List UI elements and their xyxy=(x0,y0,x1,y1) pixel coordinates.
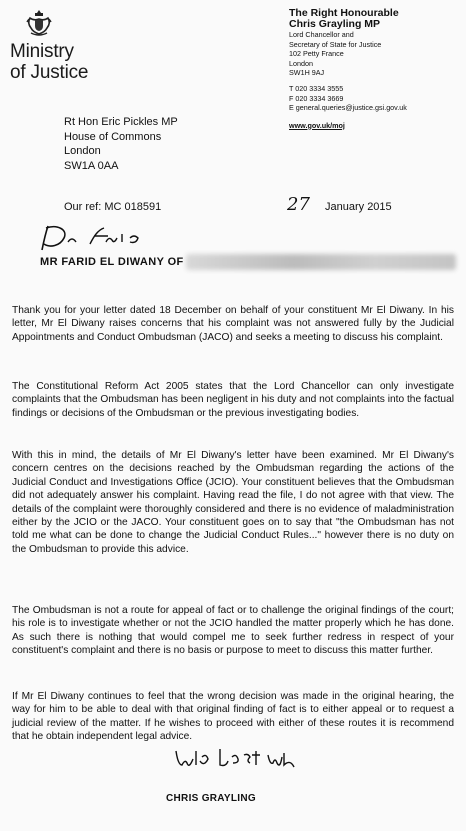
recipient-address xyxy=(64,115,178,173)
recipient-line-3: London xyxy=(64,145,101,157)
signatory-name: CHRIS GRAYLING xyxy=(166,793,256,804)
sender-postcode: SW1H 9AJ xyxy=(289,68,325,78)
logo-of-justice-text: of Justice xyxy=(10,62,89,83)
sender-address-1: 102 Petty France xyxy=(289,49,344,59)
redacted-address xyxy=(186,254,456,270)
handwritten-salutation xyxy=(38,222,148,254)
paragraph-4: The Ombudsman is not a route for appeal of fact or to challenge the original findings of the court; his role is to investigate whether or not the JCIO handled the matter properly which he has done. As such there is nothing that would compel me to seek further redress in respect of your constituent's complaint and there is no basis or purpose to meet to discuss this matter further. xyxy=(12,605,454,657)
paragraph-3: With this in mind, the details of Mr El Diwany's letter have been examined. Mr El Diwany's concern centres on the decisions reached by the Ombudsman regarding the actions of the Judicial Conduct and Investigations Office (JCIO). Your constituent believes that the Ombudsman did not adequately answer his complaint. Having read the file, I do not agree with that view. The details of the complaint were thoroughly considered and there is no evidence of maladministration either by the JCIO or the JACO. Your constituent goes on to say that "the Ombudsman has not told me what can be done to change the Judicial Conduct Rules..." however there is no duty on the Ombudsman to provide this advice. xyxy=(12,450,454,555)
paragraph-2: The Constitutional Reform Act 2005 states that the Lord Chancellor can only investigate complaints that the Ombudsman has been negligent in his duty and not complaints into the factual findings or decisions of the Ombudsman or the previous investigating bodies. xyxy=(12,381,454,419)
addressee-line: MR FARID EL DIWANY OF xyxy=(40,256,184,268)
recipient-name: Rt Hon Eric Pickles MP xyxy=(64,116,178,128)
sender-email: E general.queries@justice.gsi.gov.uk xyxy=(289,103,407,113)
royal-crest-icon xyxy=(24,8,54,38)
paragraph-5: If Mr El Diwany continues to feel that the wrong decision was made in the original hearing, the way for him to be able to deal with that original finding of fact is to either appeal or to request a judicial review of the matter. If he wishes to proceed with either of these routes it is recommend that he obtain independent legal advice. xyxy=(12,691,454,743)
handwritten-closing xyxy=(172,745,297,773)
letter-date: January 2015 xyxy=(325,201,392,213)
sender-block xyxy=(289,8,407,131)
handwritten-date-day: 27 xyxy=(287,194,310,215)
sender-address-2: London xyxy=(289,58,313,68)
recipient-line-2: House of Commons xyxy=(64,130,162,143)
sender-fax: F 020 3334 3669 xyxy=(289,93,344,103)
sender-role-1: Lord Chancellor and xyxy=(289,30,354,39)
sender-telephone: T 020 3334 3555 xyxy=(289,83,344,93)
sender-website-link[interactable]: www.gov.uk/moj xyxy=(289,120,345,130)
paragraph-1: Thank you for your letter dated 18 December on behalf of your constituent Mr El Diwany. In his letter, Mr El Diwany raises concerns that his complaint was not answered fully by the Judicial Appointments and Conduct Ombudsman (JACO) and seeks a meeting to discuss his complaint. xyxy=(12,305,454,343)
logo-ministry-text: Ministry xyxy=(10,41,74,62)
sender-title: The Right Honourable xyxy=(289,7,399,19)
reference-number: Our ref: MC 018591 xyxy=(64,201,162,213)
recipient-postcode: SW1A 0AA xyxy=(64,159,119,172)
sender-name: Chris Grayling MP xyxy=(289,18,381,30)
sender-role-2: Secretary of State for Justice xyxy=(289,39,382,49)
